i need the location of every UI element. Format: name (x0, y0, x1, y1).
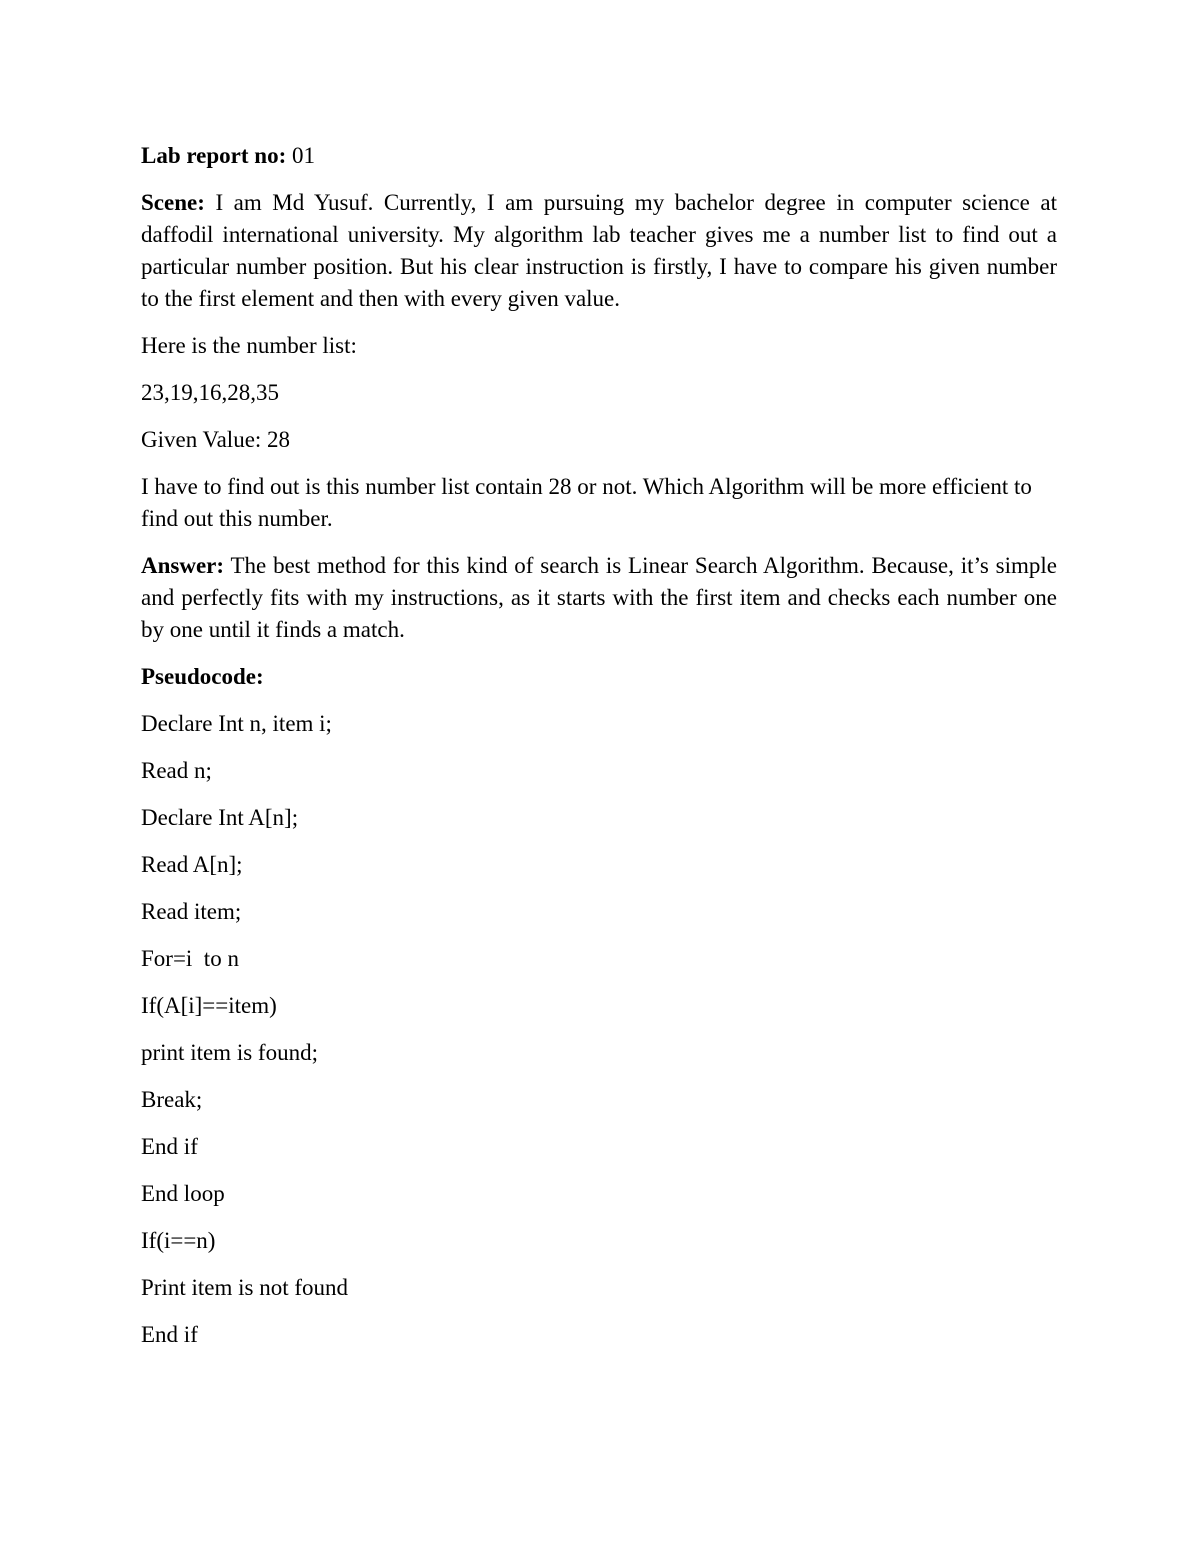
scene-label: Scene: (141, 190, 205, 215)
pseudocode-line: print item is found; (141, 1040, 318, 1065)
answer-text: The best method for this kind of search is Linear Search Algorithm. Because, it’s simple and perfectly fits with my instructions, as it starts with the first item and checks each number one by one until it finds a match. (141, 553, 1057, 642)
pseudocode-line: For=i to n (141, 946, 239, 971)
pseudocode-block (141, 708, 1057, 1351)
answer-paragraph (141, 550, 1057, 646)
pseudocode-line: End if (141, 1134, 198, 1159)
pseudocode-line: End if (141, 1322, 198, 1347)
pseudocode-line: End loop (141, 1181, 225, 1206)
report-number-value: 01 (292, 143, 315, 168)
pseudocode-line: Read A[n]; (141, 852, 243, 877)
pseudocode-line: Declare Int A[n]; (141, 805, 299, 830)
pseudocode-line: Print item is not found (141, 1275, 348, 1300)
number-list-values: 23,19,16,28,35 (141, 380, 279, 405)
pseudocode-line: Read n; (141, 758, 212, 783)
document-page (141, 140, 1057, 1366)
number-list-intro: Here is the number list: (141, 333, 357, 358)
pseudocode-line: Declare Int n, item i; (141, 711, 332, 736)
scene-paragraph (141, 187, 1057, 315)
report-number-line (141, 140, 1057, 172)
pseudocode-line: If(A[i]==item) (141, 993, 277, 1018)
pseudocode-line: Read item; (141, 899, 242, 924)
report-number-label: Lab report no: (141, 143, 287, 168)
scene-text: I am Md Yusuf. Currently, I am pursuing my bachelor degree in computer science at daffodil international university. My algorithm lab teacher gives me a number list to find out a particular number position. But his clear instruction is firstly, I have to compare his given number to the first element and then with every given value. (141, 190, 1058, 311)
given-value: Given Value: 28 (141, 427, 291, 452)
answer-label: Answer: (141, 553, 225, 578)
pseudocode-line: If(i==n) (141, 1228, 216, 1253)
pseudocode-heading: Pseudocode: (141, 664, 264, 689)
question-paragraph: I have to find out is this number list contain 28 or not. Which Algorithm will be more efficient to find out this number. (141, 474, 1032, 531)
pseudocode-line: Break; (141, 1087, 203, 1112)
